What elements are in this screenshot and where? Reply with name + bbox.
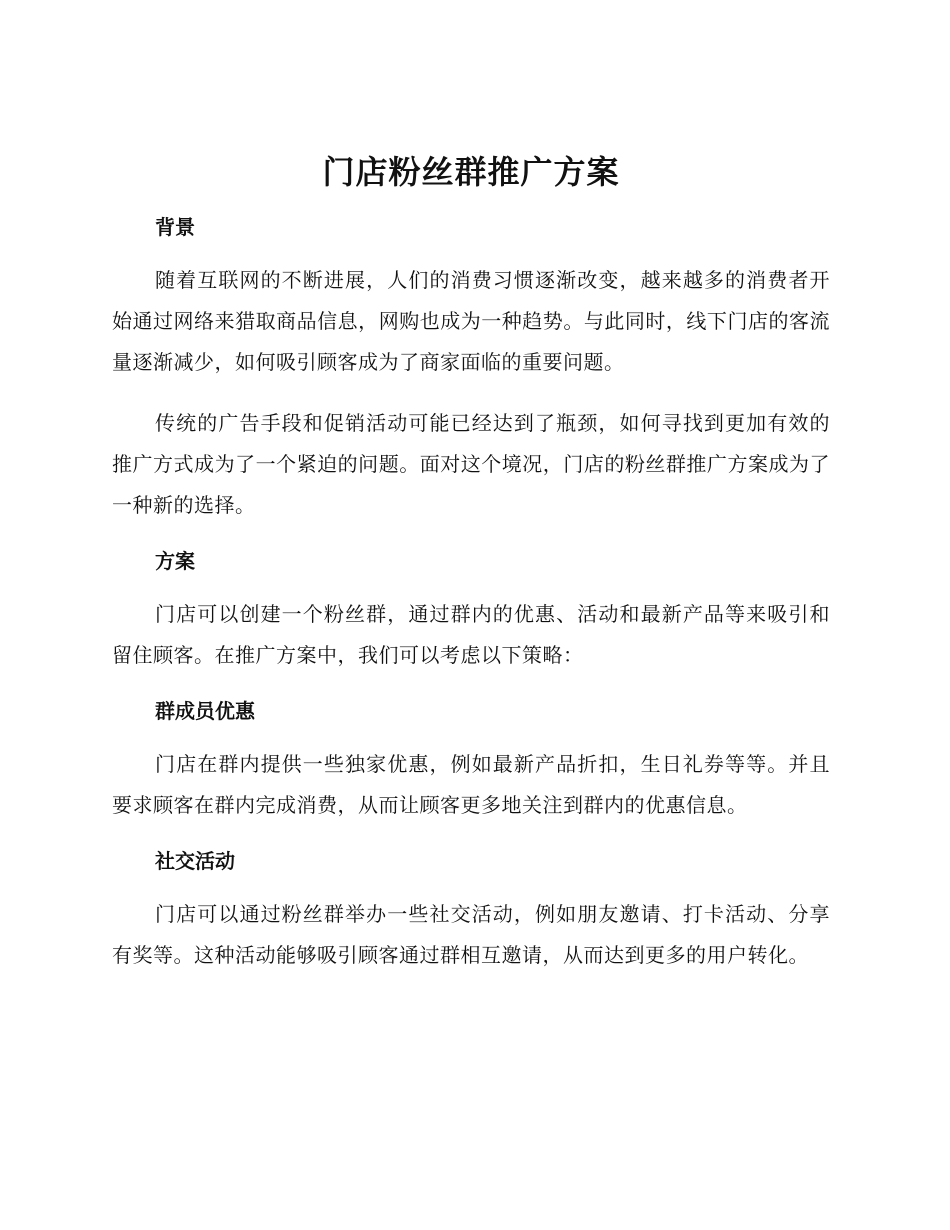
- section-heading: 背景: [155, 215, 195, 239]
- paragraph: 随着互联网的不断进展，人们的消费习惯逐渐改变，越来越多的消费者开始通过网络来猎取商品信息，网购也成为一种趋势。与此同时，线下门店的客流量逐渐减少，如何吸引顾客成为了商家面临的重要问题。: [112, 268, 830, 374]
- section-heading: 社交活动: [155, 849, 235, 873]
- section-member-discounts: [112, 696, 830, 826]
- section-plan: [112, 546, 830, 676]
- paragraph: 门店在群内提供一些独家优惠，例如最新产品折扣，生日礼券等等。并且要求顾客在群内完成消费，从而让顾客更多地关注到群内的优惠信息。: [112, 752, 830, 817]
- section-social-activities: [112, 846, 830, 976]
- section-heading: 群成员优惠: [155, 699, 255, 723]
- document-title: 门店粉丝群推广方案: [322, 153, 620, 191]
- paragraph: 门店可以通过粉丝群举办一些社交活动，例如朋友邀请、打卡活动、分享有奖等。这种活动能够吸引顾客通过群相互邀请，从而达到更多的用户转化。: [112, 902, 830, 967]
- paragraph: 传统的广告手段和促销活动可能已经达到了瓶颈，如何寻找到更加有效的推广方式成为了一个紧迫的问题。面对这个境况，门店的粉丝群推广方案成为了一种新的选择。: [112, 411, 830, 517]
- section-background: [112, 212, 830, 526]
- section-heading: 方案: [155, 549, 195, 573]
- paragraph: 门店可以创建一个粉丝群，通过群内的优惠、活动和最新产品等来吸引和留住顾客。在推广方案中，我们可以考虑以下策略：: [112, 602, 830, 667]
